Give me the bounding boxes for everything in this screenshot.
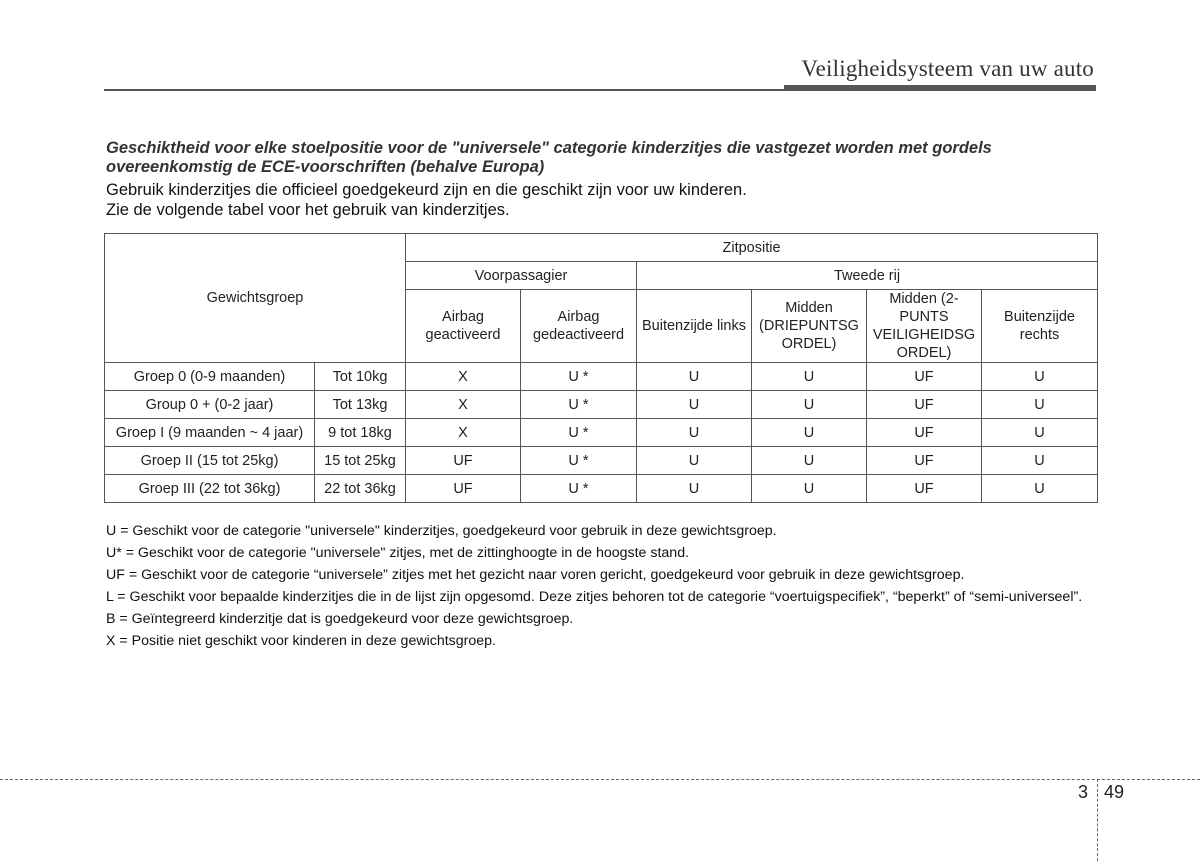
table-cell: U [982, 447, 1098, 475]
intro-line: Zie de volgende tabel voor het gebruik van kinderzitjes. [106, 201, 510, 219]
table-cell: U [637, 447, 752, 475]
table-row [105, 419, 1098, 447]
row-group: Groep III (22 tot 36kg) [105, 475, 315, 503]
section-title: Geschiktheid voor elke stoelpositie voor de "universele" categorie kinderzitjes die vastgezet worden met gordels overeenkomstig de ECE-voorschriften (behalve Europa) [106, 139, 992, 176]
footer-dashed-rule [0, 779, 1200, 780]
table-cell: U [982, 419, 1098, 447]
intro-text [106, 180, 1096, 220]
table-row [105, 363, 1098, 391]
table-cell: U * [521, 475, 637, 503]
column-header: Airbag gedeactiveerd [521, 290, 637, 363]
table-row [105, 447, 1098, 475]
table-cell: UF [867, 363, 982, 391]
table-cell: U [752, 391, 867, 419]
table-cell: U [982, 363, 1098, 391]
table-cell: U [752, 419, 867, 447]
seat-position-header: Zitpositie [406, 234, 1098, 262]
intro-line: Gebruik kinderzitjes die officieel goedgekeurd zijn en die geschikt zijn voor uw kinderen. [106, 181, 747, 199]
row-weight: 9 tot 18kg [315, 419, 406, 447]
column-header: Buitenzijde rechts [982, 290, 1098, 363]
legend-note: B = Geïntegreerd kinderzitje dat is goedgekeurd voor deze gewichtsgroep. [106, 611, 574, 627]
table-cell: U [637, 419, 752, 447]
row-weight: 15 tot 25kg [315, 447, 406, 475]
table-row [105, 391, 1098, 419]
table-cell: X [406, 419, 521, 447]
table-cell: U [752, 447, 867, 475]
table-cell: X [406, 391, 521, 419]
table-cell: U [752, 363, 867, 391]
table-cell: U [982, 391, 1098, 419]
table-cell: X [406, 363, 521, 391]
header-rule-thick [784, 85, 1096, 91]
row-weight: 22 tot 36kg [315, 475, 406, 503]
table-cell: U [752, 475, 867, 503]
table-cell: U [637, 391, 752, 419]
table-cell: U [982, 475, 1098, 503]
front-passenger-header: Voorpassagier [406, 262, 637, 290]
row-group: Groep II (15 tot 25kg) [105, 447, 315, 475]
column-header: Buitenzijde links [637, 290, 752, 363]
table-cell: UF [867, 391, 982, 419]
page-number: 49 [1104, 782, 1125, 802]
table-row [105, 475, 1098, 503]
legend-note: L = Geschikt voor bepaalde kinderzitjes die in de lijst zijn opgesomd. Deze zitjes behoren tot de categorie “voertuigspecifiek”, “beperkt” of “semi-universeel”. [106, 589, 1083, 605]
row-weight: Tot 10kg [315, 363, 406, 391]
chapter-number: 3 [1078, 782, 1089, 802]
legend-note: U* = Geschikt voor de categorie "universele" zitjes, met de zittinghoogte in de hoogste stand. [106, 545, 690, 561]
table-cell: UF [406, 447, 521, 475]
column-header: Midden (2-PUNTS VEILIGHEIDSG ORDEL) [867, 290, 982, 363]
table-cell: U * [521, 419, 637, 447]
table-cell: U * [521, 391, 637, 419]
row-weight: Tot 13kg [315, 391, 406, 419]
table-cell: UF [406, 475, 521, 503]
table-cell: U * [521, 447, 637, 475]
table-cell: UF [867, 447, 982, 475]
child-seat-table [104, 233, 1098, 503]
header-rule-thin [104, 89, 784, 91]
legend-note: U = Geschikt voor de categorie "universele" kinderzitjes, goedgekeurd voor gebruik in deze gewichtsgroep. [106, 523, 777, 539]
legend-notes [106, 522, 1098, 654]
legend-note: UF = Geschikt voor de categorie “universele” zitjes met het gezicht naar voren gericht, goedgekeurd voor gebruik in deze gewichtsgroep. [106, 567, 965, 583]
second-row-header: Tweede rij [637, 262, 1098, 290]
table-cell: U [637, 363, 752, 391]
row-group: Groep I (9 maanden ~ 4 jaar) [105, 419, 315, 447]
column-header: Midden (DRIEPUNTSG ORDEL) [752, 290, 867, 363]
table-cell: U [637, 475, 752, 503]
column-header: Airbag geactiveerd [406, 290, 521, 363]
table-cell: UF [867, 419, 982, 447]
table-cell: UF [867, 475, 982, 503]
weight-group-header: Gewichtsgroep [105, 234, 406, 363]
footer-dashed-divider [1097, 779, 1098, 861]
row-group: Groep 0 (0-9 maanden) [105, 363, 315, 391]
row-group: Group 0 + (0-2 jaar) [105, 391, 315, 419]
table-cell: U * [521, 363, 637, 391]
legend-note: X = Positie niet geschikt voor kinderen in deze gewichtsgroep. [106, 633, 496, 649]
page-header-title: Veiligheidsysteem van uw auto [801, 56, 1094, 81]
